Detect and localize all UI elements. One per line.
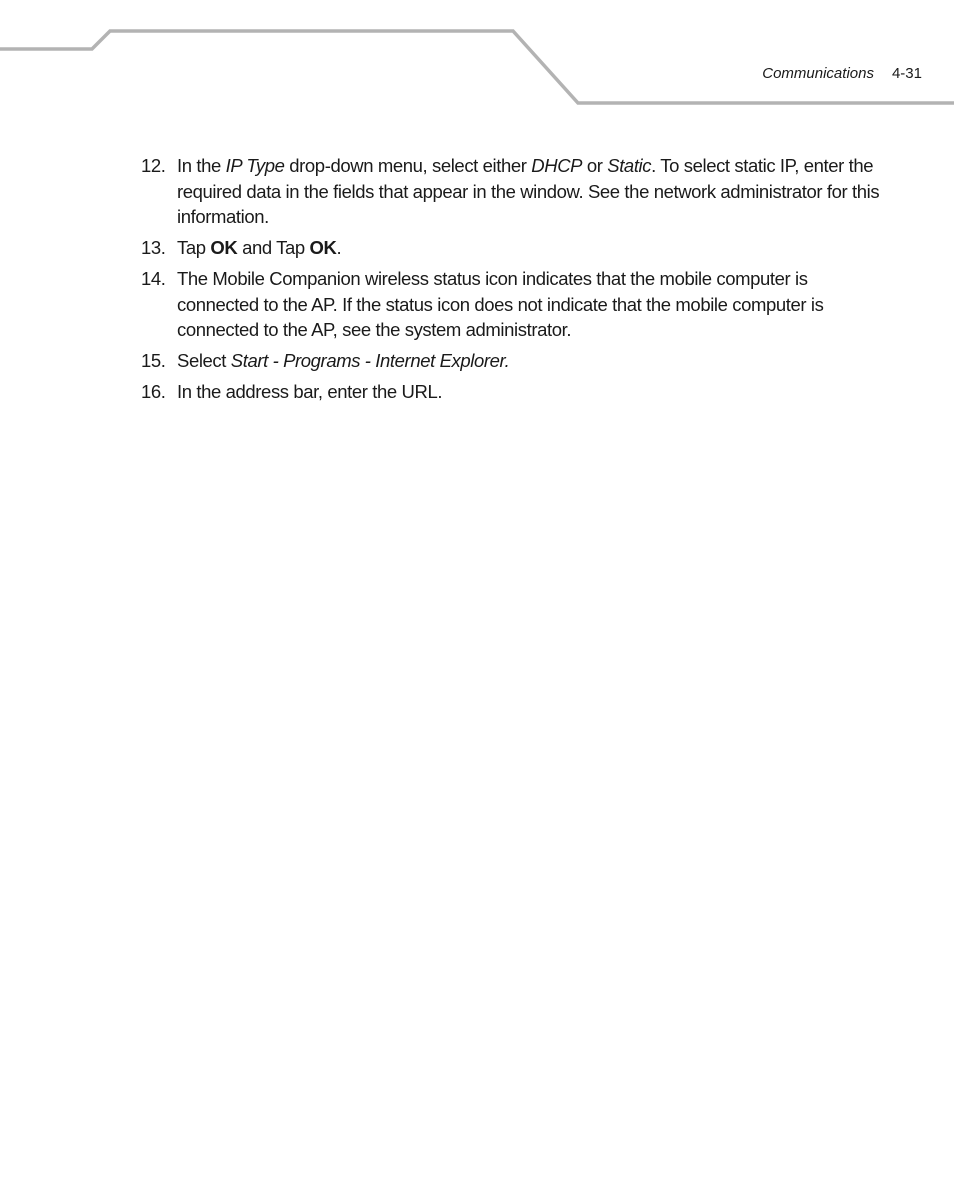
step-14 xyxy=(141,266,886,343)
text-run: The Mobile Companion wireless status icon indicates that the mobile computer is connected to the AP. If the status icon does not indicate that the mobile computer is connected to the AP, see the system administrator. xyxy=(177,268,824,340)
step-number: 13. xyxy=(141,237,166,258)
step-number: 14. xyxy=(141,268,166,289)
step-12 xyxy=(141,153,886,230)
text-run: and Tap xyxy=(237,237,310,258)
text-run: . To select static IP, enter the required data in the fields that appear in the window. See the network administrator for this information. xyxy=(177,155,880,227)
step-text xyxy=(177,235,886,261)
running-head xyxy=(762,65,922,82)
ui-term-ok: OK xyxy=(309,237,337,258)
text-run: In the xyxy=(177,155,226,176)
text-run: Select xyxy=(177,350,231,371)
step-16 xyxy=(141,379,886,405)
step-15 xyxy=(141,348,886,374)
step-number: 16. xyxy=(141,381,166,402)
ui-term-dhcp: DHCP xyxy=(531,155,583,176)
step-text xyxy=(177,266,886,343)
step-number: 12. xyxy=(141,155,166,176)
text-run: . xyxy=(336,237,342,258)
header-decorative-rule xyxy=(0,0,954,110)
step-text xyxy=(177,153,886,230)
ui-term-menu-path: Start - Programs - Internet Explorer. xyxy=(230,350,510,371)
section-title: Communications xyxy=(762,65,874,82)
text-run: In the address bar, enter the URL. xyxy=(177,381,443,402)
ui-term-static: Static xyxy=(607,155,652,176)
step-text xyxy=(177,348,886,374)
step-13 xyxy=(141,235,886,261)
text-run: Tap xyxy=(177,237,211,258)
page-number: 4-31 xyxy=(891,65,922,82)
step-number: 15. xyxy=(141,350,166,371)
ui-term-ok: OK xyxy=(210,237,238,258)
ui-term-ip-type: IP Type xyxy=(225,155,285,176)
procedure-steps xyxy=(141,153,886,410)
step-text xyxy=(177,379,886,405)
text-run: drop-down menu, select either xyxy=(284,155,532,176)
text-run: or xyxy=(582,155,608,176)
